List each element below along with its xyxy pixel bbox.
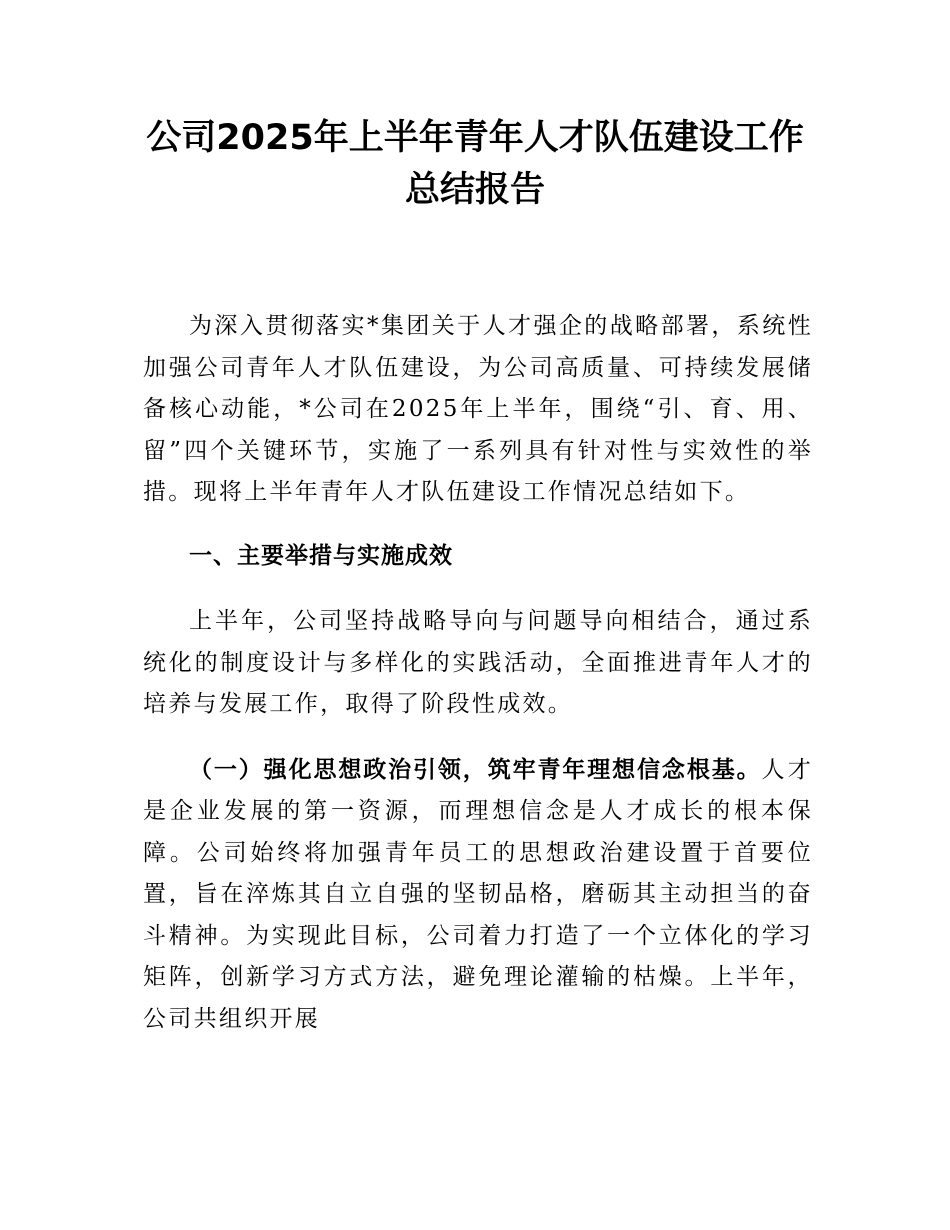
document-title: 公司2025年上半年青年人才队伍建设工作总结报告: [146, 118, 804, 210]
section-intro-paragraph: 上半年，公司坚持战略导向与问题导向相结合，通过系统化的制度设计与多样化的实践活动，全面推进青年人才的培养与发展工作，取得了阶段性成效。: [143, 608, 813, 717]
subsection-text: 人才是企业发展的第一资源，而理想信念是人才成长的根本保障。公司始终将加强青年员工的思想政治建设置于首要位置，旨在淬炼其自立自强的坚韧品格，磨砺其主动担当的奋斗精神。为实现此目标，公司着力打造了一个立体化的学习矩阵，创新学习方式方法，避免理论灌输的枯燥。上半年，公司共组织开展: [143, 756, 813, 1032]
subsection-paragraph: [143, 750, 813, 1041]
intro-paragraph: 为深入贯彻落实*集团关于人才强企的战略部署，系统性加强公司青年人才队伍建设，为公司高质量、可持续发展储备核心动能，*公司在2025年上半年，围绕“引、育、用、留”四个关键环节，实施了一系列具有针对性与实效性的举措。现将上半年青年人才队伍建设工作情况总结如下。: [143, 313, 813, 505]
subsection-heading: （一）强化思想政治引领，筑牢青年理想信念根基。: [189, 756, 762, 783]
section-heading: 一、主要举措与实施成效: [189, 542, 453, 569]
document-body: [143, 306, 813, 1040]
